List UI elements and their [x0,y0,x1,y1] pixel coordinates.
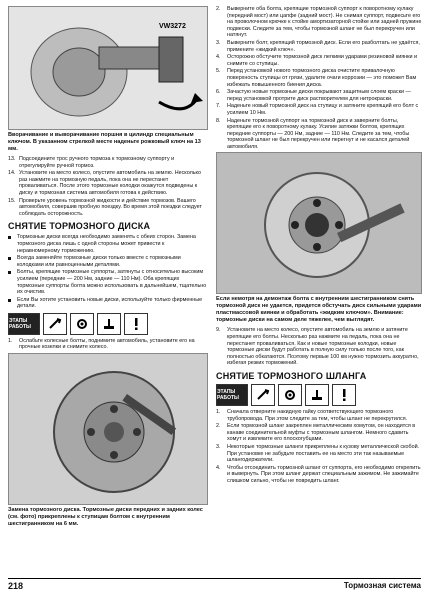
left-steps-b [8,338,208,351]
step-number: 3. [216,39,221,46]
step-number: 5. [216,68,221,75]
step-item [216,103,422,116]
page-number: 218 [8,581,24,591]
step-text: Перед установкой нового тормозного диска очистите привалочную поверхность ступицы от грязи, удалите очаги коррозии — это поможет Вам избежать повышенного биения диска. [227,68,417,88]
disc-notes [8,234,208,310]
bullet-item [8,297,208,310]
step-number: 2. [216,6,221,12]
step-number: 1. [8,337,13,344]
section-title-disc: СНЯТИЕ ТОРМОЗНОГО ДИСКА [8,221,151,232]
right-steps-c [216,409,422,485]
bullet-icon [8,269,17,295]
step-text: Подсоедините трос ручного тормоза к тормозному суппорту и отрегулируйте ручной тормоз. [19,156,175,169]
right-steps-a [216,6,422,150]
stages-label: ЭТАПЫ РАБОТЫ [8,313,40,335]
jack-icon [305,384,329,406]
fig1-caption: Вворачивание и выворачивание поршня в цилиндр специальным ключом. В указанном стрелкой месте наденьте рожковый ключ на 13 мм. [8,132,201,152]
step-number: 1. [216,409,221,416]
disc-removal-photo [216,152,422,294]
bullet-text: Тормозные диски всегда необходимо заменять с обеих сторон. Замена тормозного диска лишь с одной стороны может привести к неравномерному торможению. [17,234,196,254]
step-item [216,118,422,151]
step-item [216,40,422,53]
step-text: Чтобы отсоединить тормозной шланг от суппорта, его необходимо открепить и вывернуть. При этом шланг держат специальным зажимом. Не зажимайте слишком сильно, чтобы не повредить шланг. [227,464,421,484]
step-item [8,338,208,351]
fig2-caption: Замена тормозного диска. Тормозные диски передних и задних колес (см. фото) прикреплены к ступицам болтом с внутренним шестигранником на 6 мм. [8,507,203,528]
step-text: Наденьте тормозной суппорт на тормозной диск и заверните болты, крепящие его к поворотному кулаку. Усилие затяжки болтов, крепящих передние суппорты — 200 Нм, задние — 110 Нм. Следите за тем, чтобы тормозной шланг не был перекручен или перегнут и не касался деталей автомобиля. [227,117,410,150]
stage-icons-1 [8,313,208,335]
step-number: 7. [216,103,221,110]
step-text: Осторожно обстучите тормозной диск легкими ударами резиновой киянки и снимите со ступицы. [227,54,418,67]
step-item [216,409,422,422]
step-item [8,156,208,169]
stages-label-2: ЭТАПЫ РАБОТЫ [216,384,248,406]
step-text: Если тормозной шланг закреплен металлическим хомутом, он находится в канаве соединительной муфты с тормозным шлангом. Немного сдавить хомут и извлеките его плоскогубцами. [227,423,416,443]
step-text: Зачастую новые тормозные диски покрывают защитным слоем краски — перед установкой протрите диск растворителем для нитрокраски. [227,89,411,102]
left-column [8,6,208,531]
bullet-icon [8,297,17,310]
brake-disc-photo [8,353,208,505]
warning-icon [332,384,356,406]
bullet-text: Если Вы хотите установить новые диски, используйте только фирменные детали. [17,296,203,310]
step-item [216,444,422,464]
step-number: 15. [8,197,16,204]
step-text: Установите на место колесо, опустите автомобиль на землю и затяните крепящие его болты. Несколько раз нажмите на педаль, пока она не перестанет проваливаться. Как и новые тормозные колодки, новые тормозные диски будут работать в полную силу только после того, как полностью обкатаются. Поэтому первые 100 км нужно тормозить аккуратно, избегая резких торможений. [227,327,419,367]
step-item [216,423,422,443]
step-text: Установите на место колесо, опустите автомобиль на землю. Несколько раз нажмите на тормозную педаль, пока она не перестанет проваливаться. После этого тормозные колодки окажутся подведены к диску и тормозная система автомобиля готова к действию. [19,170,201,196]
step-item [216,6,422,39]
warning-icon [124,313,148,335]
step-item [216,465,422,485]
bullet-item [8,269,208,295]
wrench-icon [251,384,275,406]
gear-icon [278,384,302,406]
tool-label: VW3272 [159,23,186,30]
step-item [8,170,208,196]
step-number: 2. [216,423,221,430]
step-item [216,89,422,102]
disc-illustration [9,354,208,504]
step-item [8,198,208,218]
stage-icons-2 [216,384,422,406]
bullet-icon [8,234,17,254]
section-title-hose: СНЯТИЕ ТОРМОЗНОГО ШЛАНГА [216,371,367,382]
bullet-text: Болты, крепящие тормозные суппорты, затянуты с относительно высоким усилием (передние — 200 Нм, задние — 110 Нм). Оба крепящих тормозные суппорты болта можно использовать в дальнейшем, тщательно их очистив. [17,269,207,296]
step-text: Некоторые тормозные шланги прикреплены к кузову металлической скобой. При установке не забудьте поставить ее на место эти так называемые шлангодержатели. [227,444,420,464]
step-number: 8. [216,117,221,124]
step-number: 4. [216,464,221,471]
step-number: 3. [216,444,221,450]
step-item [216,327,422,367]
step-number: 14. [8,170,16,177]
step-number: 9. [216,327,221,334]
page-footer [8,578,421,593]
step-number: 6. [216,89,221,96]
fig3-caption: Если немотря на демонтаж болта с внутренним шестигранником снять тормозной диск не удается, придется обстучать диск сильными ударами пластмассовой киянки и обработать «жидким ключом». Внимание: тормозные диски на самом деле тяжелее, чем выглядят. [216,296,422,324]
jack-icon [97,313,121,335]
step-text: Сначала отверните накидную гайку соответствующего тормозного трубопровода. При этом следите за тем, чтобы шланг не перекрутился. [227,409,408,422]
step-text: Проверьте уровень тормозной жидкости и действие тормозов. Вашего автомобиля, совершив пробную поездку. Во время этой поездки следует соблюдать осторожность. [19,197,202,217]
step-number: 13. [8,156,16,162]
bullet-item [8,234,208,254]
step-number: 4. [216,54,221,61]
step-text: Ослабьте колесные болты, поднимите автомобиль, установите его на прочные козелки и снимите колесо. [19,337,195,351]
bullet-item [8,255,208,268]
caliper-wrench-photo [8,6,208,130]
wrench-icon [43,313,67,335]
gear-icon [70,313,94,335]
step-text: Выверните оба болта, крепящие тормозной суппорт к поворотному кулаку (передний мост) или цапфе (задний мост). Не снимая суппорт, подвесьте его на проволочном крючке к стойке амортизаторной стойке или задней пружине подвески. Следите за тем, чтобы тормозной шланг не был перекручен или натянут. [227,6,422,39]
left-steps-a [8,156,208,217]
bullet-icon [8,255,17,268]
step-item [216,68,422,88]
bullet-text: Всегда заменяйте тормозные диски только вместе с тормозными колодками или равноценными деталями. [17,255,181,268]
step-text: Наденьте новый тормозной диск на ступицу и затяните крепящий его болт с усилием 10 Нм. [227,103,419,116]
right-steps-b [216,327,422,367]
step-text: Выверните болт, крепящий тормозной диск. Если его разболтать не удаётся, примените «жидкий ключ». [227,39,420,53]
right-column [216,6,422,486]
chapter-title: Тормозная система [343,581,421,590]
hub-illustration [217,153,422,293]
step-item [216,54,422,67]
